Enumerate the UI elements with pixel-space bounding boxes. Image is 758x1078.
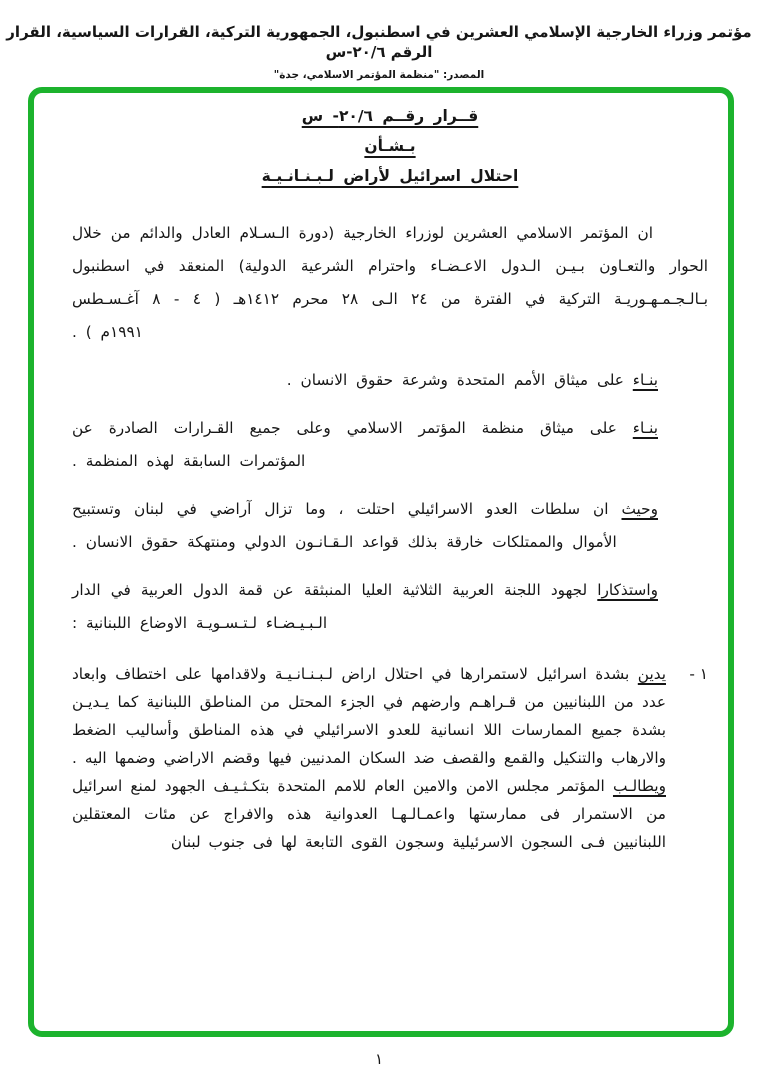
paragraph-preamble-tail: ١٩٩١م ) . (72, 323, 143, 341)
page-number: ١ (374, 1050, 384, 1068)
content-frame (28, 87, 734, 1037)
paragraph-whereas-lead: وحيث (621, 500, 658, 518)
resolution-title-block (72, 101, 708, 191)
paragraph-un-charter-lead: بنـاء (632, 371, 658, 389)
paragraph-whereas (72, 493, 708, 559)
paragraph-oic-charter-text: على ميثاق منظمة المؤتمر الاسلامي وعلى جميع القـرارات الصادرة عن المؤتمرات السابقة لهذه المنظمة . (72, 419, 617, 470)
item-1-text-part1: بشدة اسرائيل لاستمرارها في احتلال اراض لـبـنـانـيـة ولاقدامها على اختطاف وابعاد عدد من اللبنانيين من قـراهـم وارضهم في الجزء المحتل من المناطق اللبنانية كما يـديـن بشدة جميع الممارسات اللا انسانية للعدو الاسرائيلي في هذه المناطق وأساليب الضغط والارهاب والتنكيل والقمع والقصف ضد السكان المدنيين فيها وقضم الاراضي وضمها اليه . (72, 665, 666, 767)
paragraph-recalling (72, 574, 708, 640)
item-1-text-part2: المؤتمر مجلس الامن والامين العام للامم المتحدة بتكـثـيـف الجهود لمنع اسرائيل من الاستمرار فى ممارستها واعمـالـهـا العدوانية هذه والافراج عن مئات المعتقلين اللبنانيين فـى السجون الاسرئيلية وسجون القوى التابعة لها فى جنوب لبنان (72, 777, 666, 851)
paragraph-preamble-text: ان المؤتمر الاسلامي العشرين لوزراء الخارجية (دورة الـسـلام العادل والدائم من خلال الحوار والتعـاون بـيـن الـدول الاعـضـاء واحترام الشرعية الدولية) المنعقد في اسطنبول بـالـجـمـهـوريـة التركية في الفترة من ٢٤ الـى ٢٨ محرم ١٤١٢هـ ( ٤ - ٨ آغـسـطس (72, 224, 708, 308)
paragraph-whereas-text: ان سلطات العدو الاسرائيلي احتلت ، وما تزال آراضي في لبنان وتستبيح الأموال والممتلكات خارقة بذلك قواعد الـقـانـون الدولي ومنتهكة حقوق الانسان . (72, 500, 617, 551)
paragraph-oic-charter-lead: بنـاء (632, 419, 658, 437)
paragraph-un-charter (72, 364, 708, 397)
header-conference-title: مؤتمر وزراء الخارجية الإسلامي العشرين في اسطنبول، الجمهورية التركية، القرارات السياسية، القرار الرقم ٢٠/٦-س (6, 23, 752, 61)
paragraph-oic-charter (72, 412, 708, 478)
paragraph-un-charter-text: على ميثاق الأمم المتحدة وشرعة حقوق الانسان . (286, 371, 624, 389)
header-source-line: المصدر: "منظمة المؤتمر الاسلامي، جدة" (273, 69, 485, 81)
paragraph-recalling-lead: واستذكارا (597, 581, 658, 599)
item-1-lead-condemns: يدين (637, 665, 666, 683)
resolution-regarding-line: بـشـأن (364, 137, 416, 155)
item-1-lead-demands: ويطالـب (612, 777, 666, 795)
document-header (0, 22, 758, 81)
item-1-body (72, 660, 666, 856)
paragraph-recalling-text: لجهود اللجنة العربية الثلاثية العليا المنبثقة عن قمة الدول العربية في الدار الـبـيـضـاء لـتـسـويـة الاوضاع اللبنانية : (72, 581, 588, 632)
item-1-number: ١ - (689, 665, 708, 683)
resolution-subject-line: احتلال اسرائيل لأراض لـبـنـانـيـة (261, 167, 519, 185)
resolution-item-1 (72, 660, 708, 856)
resolution-number-line: قــرار رقــم ٢٠/٦- س (301, 107, 479, 125)
paragraph-preamble (72, 217, 708, 316)
